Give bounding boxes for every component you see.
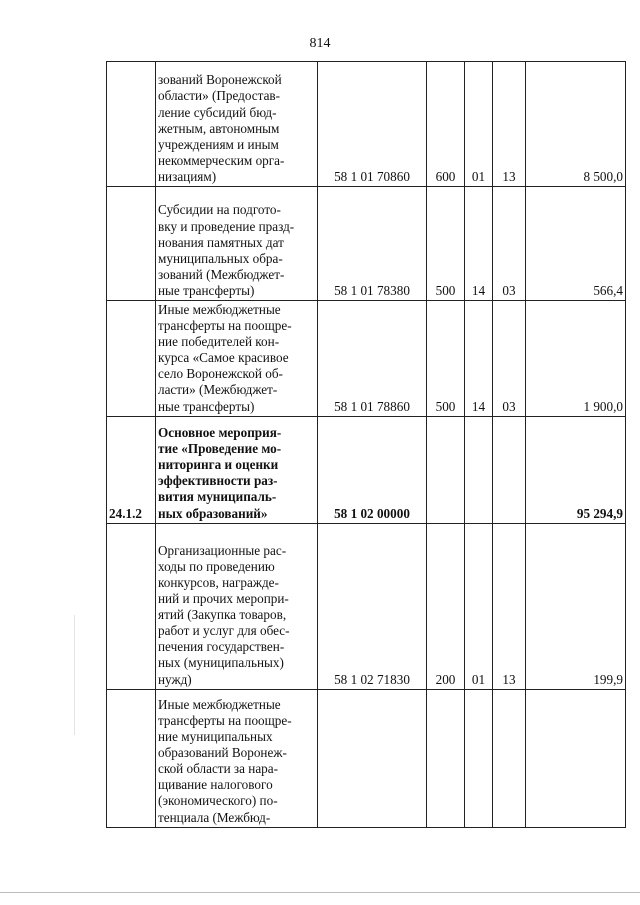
row-name-text: Организационные рас- ходы по проведению конкурсов, награжде- ний и прочих меропри- ятий (Закупка товаров, работ и услуг для обес- печения государствен- ных (муниципальных) нужд) [158, 542, 290, 687]
table-row [107, 62, 626, 187]
table-row [107, 187, 626, 301]
subsection-cell [493, 301, 526, 417]
target-article-code-text: 58 1 02 71830 [334, 671, 410, 687]
target-article-code-cell [318, 689, 427, 827]
amount-cell [526, 689, 626, 827]
row-name-cell [156, 187, 318, 301]
section-text: 14 [471, 398, 486, 414]
row-number-cell [107, 689, 156, 827]
amount-cell [526, 187, 626, 301]
page-bottom-edge [0, 892, 640, 893]
row-number-text: 24.1.2 [109, 505, 142, 521]
expense-type-cell [427, 416, 465, 523]
amount-text: 8 500,0 [583, 168, 623, 184]
subsection-cell [493, 62, 526, 187]
amount-text: 1 900,0 [583, 398, 623, 414]
row-name-text: Субсидии на подгото- вку и проведение празд- нования памятных дат муниципальных обра- зований (Межбюджет- ные трансферты) [158, 202, 295, 298]
expense-type-text: 600 [435, 168, 456, 184]
scan-margin-mark [74, 615, 75, 735]
budget-table [106, 61, 626, 828]
target-article-code-cell [318, 301, 427, 417]
amount-text: 566,4 [593, 282, 623, 298]
amount-cell [526, 523, 626, 689]
subsection-cell [493, 523, 526, 689]
row-name-text: Иные межбюджетные трансферты на поощре- ние муниципальных образований Воронеж- ской области за нара- щивание налогового (экономического) по- тенциала (Межбюд- [158, 696, 292, 825]
subsection-text: 13 [502, 671, 516, 687]
amount-cell [526, 416, 626, 523]
subsection-text: 13 [502, 168, 516, 184]
row-name-cell [156, 416, 318, 523]
page-number: 814 [309, 36, 331, 51]
expense-type-cell [427, 523, 465, 689]
row-number-cell [107, 62, 156, 187]
section-text: 01 [471, 671, 486, 687]
table-row [107, 301, 626, 417]
subsection-cell [493, 187, 526, 301]
expense-type-cell [427, 62, 465, 187]
expense-type-cell [427, 187, 465, 301]
section-cell [465, 301, 493, 417]
target-article-code-text: 58 1 02 00000 [334, 505, 410, 521]
target-article-code-cell [318, 416, 427, 523]
amount-text: 199,9 [593, 671, 623, 687]
amount-cell [526, 301, 626, 417]
section-cell [465, 689, 493, 827]
row-name-text: Иные межбюджетные трансферты на поощре- ние победителей кон- курса «Самое красивое село Воронежской об- ласти» (Межбюджет- ные трансферты) [158, 302, 292, 414]
section-cell [465, 187, 493, 301]
table-row [107, 689, 626, 827]
amount-cell [526, 62, 626, 187]
row-number-cell [107, 523, 156, 689]
table-row [107, 523, 626, 689]
row-name-cell [156, 689, 318, 827]
expense-type-text: 500 [435, 398, 456, 414]
row-number-cell [107, 301, 156, 417]
expense-type-cell [427, 689, 465, 827]
table-row [107, 416, 626, 523]
row-name-cell [156, 301, 318, 417]
subsection-cell [493, 689, 526, 827]
expense-type-text: 200 [435, 671, 456, 687]
subsection-text: 03 [502, 282, 516, 298]
row-name-text: Основное мероприя- тие «Проведение мо- ниторинга и оценки эффективности раз- вития муниципаль- ных образований» [158, 425, 282, 521]
target-article-code-text: 58 1 01 78860 [334, 398, 410, 414]
amount-text: 95 294,9 [576, 505, 623, 521]
subsection-cell [493, 416, 526, 523]
expense-type-cell [427, 301, 465, 417]
row-number-cell [107, 416, 156, 523]
section-text: 01 [471, 168, 486, 184]
target-article-code-cell [318, 523, 427, 689]
section-cell [465, 523, 493, 689]
row-name-cell [156, 523, 318, 689]
section-cell [465, 416, 493, 523]
row-name-cell [156, 62, 318, 187]
row-name-text: зований Воронежской области» (Предостав- ление субсидий бюд- жетным, автономным учреждениям и иным некоммерческим орга- низациям) [158, 72, 285, 184]
expense-type-text: 500 [435, 282, 456, 298]
target-article-code-cell [318, 62, 427, 187]
target-article-code-text: 58 1 01 70860 [334, 168, 410, 184]
subsection-text: 03 [502, 398, 516, 414]
section-text: 14 [471, 282, 486, 298]
section-cell [465, 62, 493, 187]
row-number-cell [107, 187, 156, 301]
target-article-code-text: 58 1 01 78380 [334, 282, 410, 298]
target-article-code-cell [318, 187, 427, 301]
